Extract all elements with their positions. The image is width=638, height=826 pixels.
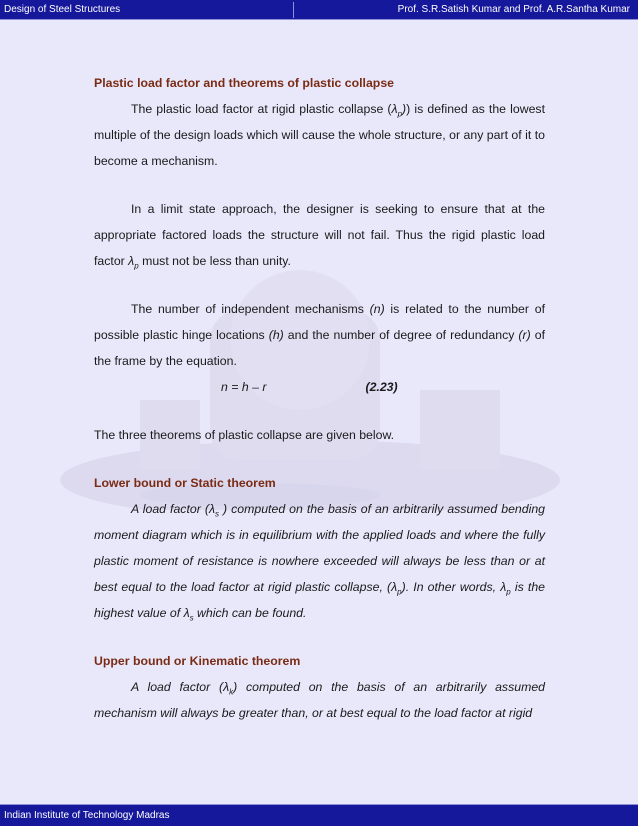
footer-bar (0, 804, 638, 826)
section-heading-plastic-load-factor: Plastic load factor and theorems of plastic collapse (94, 76, 394, 90)
header-right-authors: Prof. S.R.Satish Kumar and Prof. A.R.Santha Kumar (397, 4, 630, 15)
header-bar (0, 0, 638, 20)
paragraph-independent-mechanisms: The number of independent mechanisms (n) is related to the number of possible plastic hinge locations (h) and the number of degree of redundancy (r) of the frame by the equation. (94, 302, 545, 368)
header-left-title: Design of Steel Structures (4, 4, 121, 15)
footer-institution: Indian Institute of Technology Madras (4, 810, 170, 821)
paragraph-upper-bound-theorem: A load factor $(\lambda_k)$ computed on the basis of an arbitrarily assumed mechanism will always be greater than, or at best equal to the load factor at rigid (94, 680, 545, 720)
header-separator (293, 2, 294, 18)
equation-expression: n = h – r (221, 380, 267, 394)
document-body (94, 70, 545, 726)
section-heading-lower-bound: Lower bound or Static theorem (94, 476, 276, 490)
paragraph-three-theorems: The three theorems of plastic collapse are given below. (94, 428, 395, 442)
paragraph-plastic-load-factor: The plastic load factor at rigid plastic collapse $(\lambda_p)$) is defined as the lowest multiple of the design loads which will cause the whole structure, or any part of it to become a mechanism. (94, 102, 545, 168)
paragraph-limit-state: In a limit state approach, the designer is seeking to ensure that at the appropriate factored loads the structure will not fail. Thus the rigid plastic load factor $\lambda_p$ must not be less than unity. (94, 202, 545, 271)
equation-2-23 (94, 374, 545, 400)
equation-number: (2.23) (365, 380, 398, 394)
section-heading-upper-bound: Upper bound or Kinematic theorem (94, 654, 301, 668)
paragraph-lower-bound-theorem: A load factor ($\lambda_s$ ) computed on the basis of an arbitrarily assumed bending moment diagram which is in equilibrium with the applied loads and where the fully plastic moment of resistance is nowhere exceeded will always be less than or at best equal to the load factor at rigid plastic collapse, $(\lambda_p)$. In other words, $\lambda_p$ is the highest value of $\lambda_s$ which can be found. (94, 502, 546, 623)
